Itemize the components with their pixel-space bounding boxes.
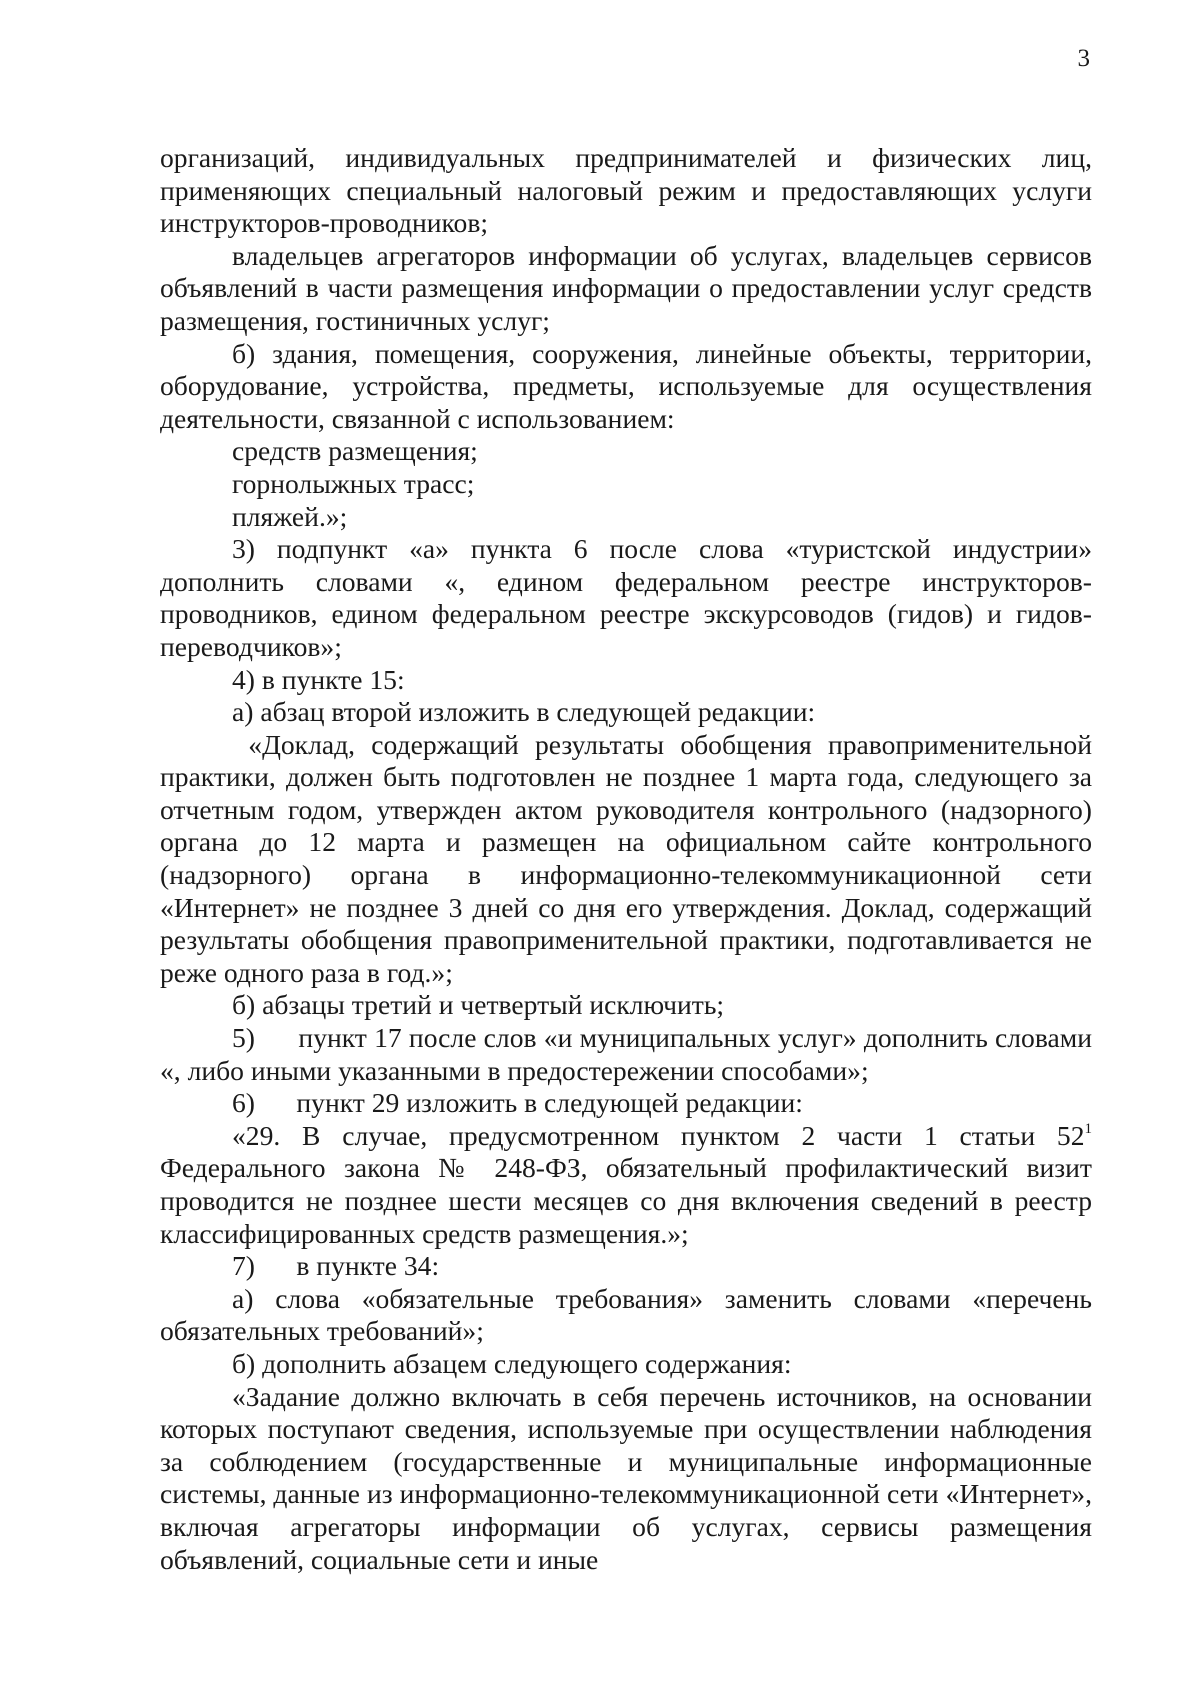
paragraph <box>160 1119 1099 1250</box>
paragraph: «Задание должно включать в себя перечень источников, на основании которых поступают сведения, используемые при осуществлении наблюдения за соблюдением (государственные и муниципальные информационные системы, данные из информационно-телекоммуникационной сети «Интернет», включая агрегаторы информации об услугах, сервисы размещения объявлений, социальные сети и иные <box>160 1380 1099 1575</box>
paragraph: 3) подпункт «а» пункта 6 после слова «туристской индустрии» дополнить словами «, едином федеральном реестре инструкторов-проводников, едином федеральном реестре экскурсоводов (гидов) и гидов-переводчиков»; <box>160 533 1099 662</box>
page-number: 3 <box>1077 45 1090 72</box>
paragraph: горнолыжных трасс; <box>232 467 475 499</box>
paragraph: «Доклад, содержащий результаты обобщения правоприменительной практики, должен быть подготовлен не позднее 1 марта года, следующего за отчетным годом, утвержден актом руководителя контрольного (надзорного) органа до 12 марта и размещен на официальном сайте контрольного (надзорного) органа в информационно-телекоммуникационной сети «Интернет» не позднее 3 дней со дня его утверждения. Доклад, содержащий результаты обобщения правоприменительной практики, подготавливается не реже одного раза в год.»; <box>160 728 1099 988</box>
paragraph: владельцев агрегаторов информации об услугах, владельцев сервисов объявлений в части размещения информации о предоставлении услуг средств размещения, гостиничных услуг; <box>160 239 1099 336</box>
paragraph: организаций, индивидуальных предпринимателей и физических лиц, применяющих специальный налоговый режим и предоставляющих услуги инструкторов-проводников; <box>160 142 1099 239</box>
paragraph: а) абзац второй изложить в следующей редакции: <box>232 696 816 728</box>
paragraph: 6) пункт 29 изложить в следующей редакции: <box>232 1087 803 1119</box>
paragraph: средств размещения; <box>232 435 478 467</box>
paragraph: б) здания, помещения, сооружения, линейные объекты, территории, оборудование, устройства, предметы, используемые для осуществления деятельности, связанной с использованием: <box>160 337 1099 434</box>
paragraph: 5) пункт 17 после слов «и муниципальных услуг» дополнить словами «, либо иными указанными в предостережении способами»; <box>160 1022 1099 1086</box>
document-body <box>160 142 1099 1576</box>
paragraph: 7) в пункте 34: <box>232 1250 440 1282</box>
paragraph: б) дополнить абзацем следующего содержания: <box>232 1347 792 1379</box>
paragraph: пляжей.»; <box>232 500 348 532</box>
paragraph-text: «29. В случае, предусмотренном пунктом 2 части 1 статьи 52 <box>232 1119 1085 1151</box>
paragraph: б) абзацы третий и четвертый исключить; <box>232 989 725 1021</box>
paragraph: а) слова «обязательные требования» заменить словами «перечень обязательных требований»; <box>160 1282 1099 1347</box>
paragraph-text: Федерального закона № 248-ФЗ, обязательный профилактический визит проводится не позднее шести месяцев со дня включения сведений в реестр классифицированных средств размещения.»; <box>160 1119 1099 1249</box>
superscript: 1 <box>1084 1120 1092 1137</box>
paragraph: 4) в пункте 15: <box>232 663 405 695</box>
